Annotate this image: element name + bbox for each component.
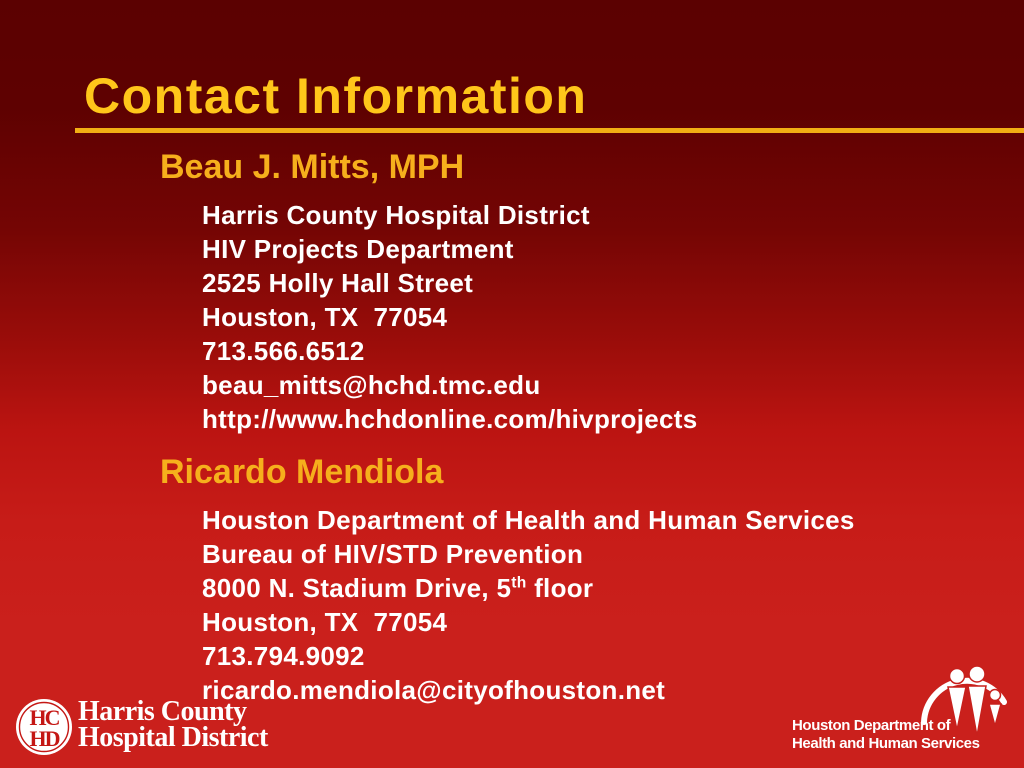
hchd-emblem-letters-top: HC — [29, 705, 59, 730]
org-line: Houston Department of Health and Human Services — [202, 505, 855, 535]
address-text: 8000 N. Stadium Drive, 5 — [202, 573, 512, 603]
url-line: http://www.hchdonline.com/hivprojects — [202, 404, 698, 434]
city-line: Houston, TX 77054 — [202, 302, 448, 332]
ordinal-superscript: th — [511, 574, 527, 592]
email-line: ricardo.mendiola@cityofhouston.net — [202, 675, 666, 705]
street-line: 2525 Holly Hall Street — [202, 268, 474, 298]
hchd-logo-text — [78, 696, 268, 753]
hdhhs-name-line2: Health and Human Services — [792, 735, 980, 752]
contact-details-beau — [202, 198, 1000, 436]
bureau-line: Bureau of HIV/STD Prevention — [202, 539, 584, 569]
dept-line: HIV Projects Department — [202, 234, 514, 264]
address-line — [202, 571, 1000, 605]
page-title: Contact Information — [84, 68, 588, 124]
phone-line: 713.566.6512 — [202, 336, 365, 366]
hchd-emblem-letters-bottom: HD — [29, 726, 59, 751]
phone-line: 713.794.9092 — [202, 641, 365, 671]
contact-name-ricardo: Ricardo Mendiola — [160, 453, 444, 491]
hchd-name-line2: Hospital District — [78, 722, 268, 753]
title-underline — [75, 128, 1024, 133]
email-line: beau_mitts@hchd.tmc.edu — [202, 370, 541, 400]
hchd-cross-circle-icon — [14, 697, 74, 757]
hchd-name-line1: Harris County — [78, 696, 247, 727]
city-line: Houston, TX 77054 — [202, 607, 448, 637]
contact-details-ricardo — [202, 503, 1000, 707]
address-text-end: floor — [526, 573, 594, 603]
hdhhs-family-dome-icon — [920, 664, 1008, 748]
org-line: Harris County Hospital District — [202, 200, 590, 230]
contact-block-beau — [160, 146, 1000, 436]
hdhhs-name-line1: Houston Department of — [792, 717, 951, 734]
contact-name-beau: Beau J. Mitts, MPH — [160, 148, 465, 186]
contact-block-ricardo — [160, 451, 1000, 707]
